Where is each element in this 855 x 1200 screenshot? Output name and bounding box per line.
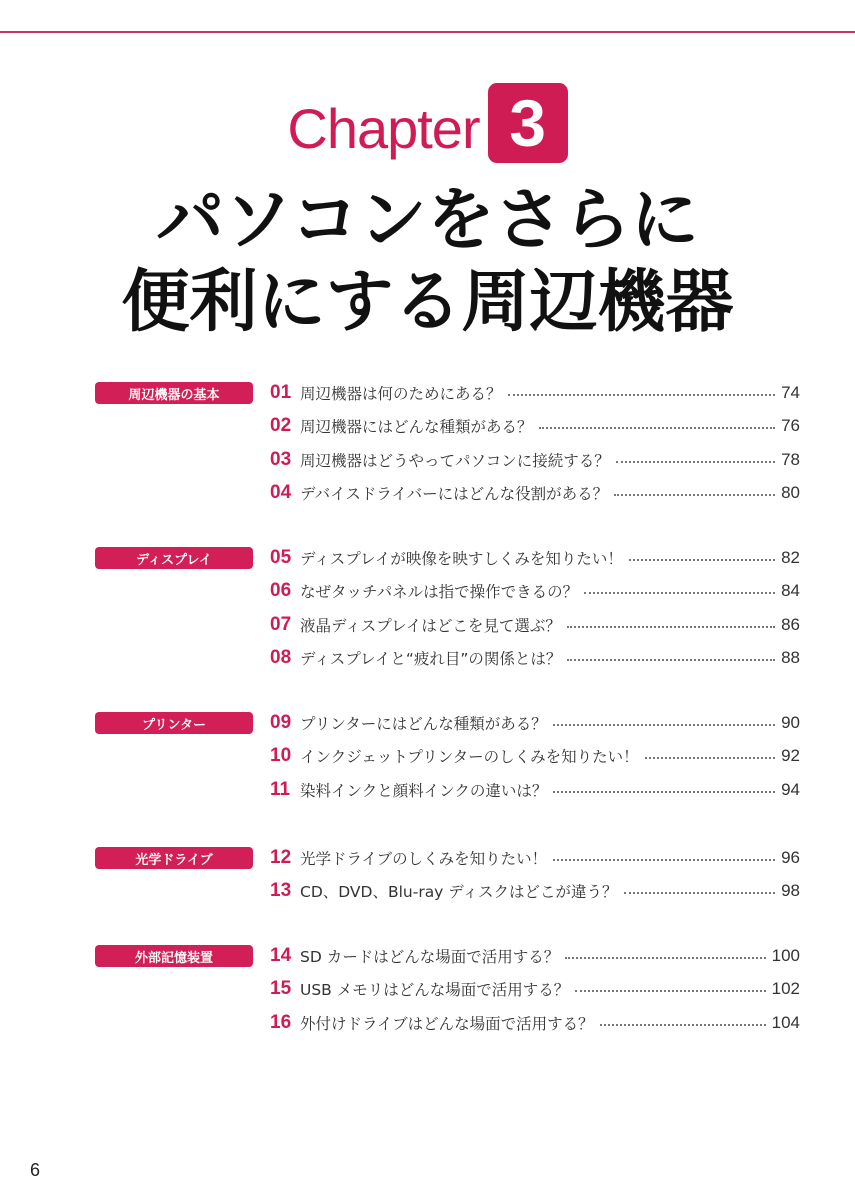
entry-page: 94 — [781, 779, 800, 799]
chapter-heading — [0, 83, 855, 163]
dot-leader — [629, 559, 775, 561]
entry-page: 86 — [781, 614, 800, 634]
toc-entry[interactable] — [270, 613, 800, 637]
page-number: 6 — [30, 1160, 41, 1180]
entry-number: 07 — [270, 613, 292, 635]
dot-leader — [553, 859, 775, 861]
entry-number: 04 — [270, 481, 292, 503]
toc-entry[interactable] — [270, 481, 800, 505]
toc-entry[interactable] — [270, 744, 800, 768]
entry-title: デバイスドライバーにはどんな役割がある？ — [300, 484, 609, 503]
entry-title: プリンターにはどんな種類がある？ — [300, 715, 547, 733]
chapter-word: Chapter — [287, 96, 480, 160]
entry-number: 11 — [270, 778, 291, 800]
dot-leader — [567, 626, 775, 628]
dot-leader — [600, 1024, 766, 1026]
entry-page: 98 — [781, 881, 800, 901]
entry-title: 外付けドライブはどんな場面で活用する？ — [300, 1014, 594, 1033]
dot-leader — [584, 592, 775, 594]
dot-leader — [575, 990, 765, 992]
entry-title: 周辺機器は何のためにある？ — [300, 385, 502, 403]
entry-number: 10 — [270, 745, 292, 767]
section-label: 周辺機器の基本 — [95, 382, 253, 404]
entry-page: 84 — [781, 581, 800, 601]
entry-title: 周辺機器にはどんな種類がある？ — [300, 418, 533, 437]
entry-number: 12 — [270, 847, 292, 868]
dot-leader — [539, 427, 776, 429]
entry-title: ディスプレイが映像を映すしくみを知りたい！ — [300, 550, 623, 568]
toc-entry[interactable] — [270, 879, 800, 903]
section-label: ディスプレイ — [95, 547, 253, 569]
entry-page: 78 — [781, 449, 800, 469]
entry-page: 74 — [781, 383, 800, 402]
entry-page: 104 — [771, 1012, 800, 1032]
toc-entry[interactable] — [270, 448, 800, 472]
toc-entry[interactable] — [270, 646, 800, 670]
entry-page: 82 — [781, 548, 800, 567]
toc-entry[interactable] — [270, 579, 800, 603]
title-line-2: 便利にする周辺機器 — [121, 263, 734, 342]
entry-title: 光学ドライブのしくみを知りたい！ — [300, 850, 548, 868]
entry-number: 14 — [270, 945, 292, 966]
chapter-title — [0, 180, 855, 344]
entry-page: 102 — [771, 979, 800, 999]
entry-number: 09 — [270, 712, 292, 733]
toc-entry[interactable] — [270, 381, 800, 405]
entry-number: 03 — [270, 448, 292, 470]
top-rule — [0, 31, 855, 33]
dot-leader — [553, 791, 775, 793]
entry-number: 02 — [270, 415, 292, 437]
entry-number: 15 — [270, 978, 292, 1000]
entry-number: 16 — [270, 1011, 292, 1033]
dot-leader — [565, 957, 765, 959]
entry-number: 08 — [270, 646, 292, 668]
title-line-1: パソコンをさらに — [156, 181, 699, 260]
entry-number: 06 — [270, 580, 292, 602]
toc-entry[interactable] — [270, 1011, 800, 1035]
entry-title: なぜタッチパネルは指で操作できるの？ — [300, 583, 579, 602]
entry-title: 液晶ディスプレイはどこを見て選ぶ？ — [300, 616, 561, 635]
entry-number: 01 — [270, 382, 292, 403]
entry-page: 96 — [781, 848, 800, 867]
section-label: 外部記憶装置 — [95, 945, 253, 967]
toc-entry[interactable] — [270, 546, 800, 570]
entry-page: 76 — [781, 416, 800, 436]
entry-page: 90 — [781, 713, 800, 732]
dot-leader — [614, 494, 775, 496]
entry-number: 05 — [270, 547, 292, 568]
entry-page: 100 — [771, 946, 800, 965]
toc-entry[interactable] — [270, 778, 800, 802]
toc-entry[interactable] — [270, 977, 800, 1001]
entry-title: SD カードはどんな場面で活用する？ — [300, 948, 560, 966]
dot-leader — [508, 394, 776, 396]
toc-entry[interactable] — [270, 846, 800, 870]
dot-leader — [567, 659, 775, 661]
dot-leader — [624, 892, 776, 894]
dot-leader — [616, 461, 775, 463]
dot-leader — [645, 757, 775, 759]
toc-entry[interactable] — [270, 711, 800, 735]
toc-entry[interactable] — [270, 414, 800, 438]
entry-number: 13 — [270, 880, 292, 902]
section-label: プリンター — [95, 712, 253, 734]
entry-title: 染料インクと顔料インクの違いは？ — [300, 781, 548, 800]
entry-title: ディスプレイと“疲れ目”の関係とは？ — [300, 649, 562, 668]
entry-title: CD、DVD、Blu-ray ディスクはどこが違う？ — [300, 883, 618, 902]
dot-leader — [553, 724, 775, 726]
entry-page: 80 — [781, 482, 800, 502]
entry-title: インクジェットプリンターのしくみを知りたい！ — [300, 748, 639, 767]
toc-entry[interactable] — [270, 944, 800, 968]
entry-page: 88 — [781, 647, 800, 667]
entry-page: 92 — [781, 746, 800, 766]
entry-title: 周辺機器はどうやってパソコンに接続する？ — [300, 451, 610, 470]
entry-title: USB メモリはどんな場面で活用する？ — [300, 981, 570, 1000]
chapter-number-badge: 3 — [488, 83, 568, 163]
section-label: 光学ドライブ — [95, 847, 253, 869]
